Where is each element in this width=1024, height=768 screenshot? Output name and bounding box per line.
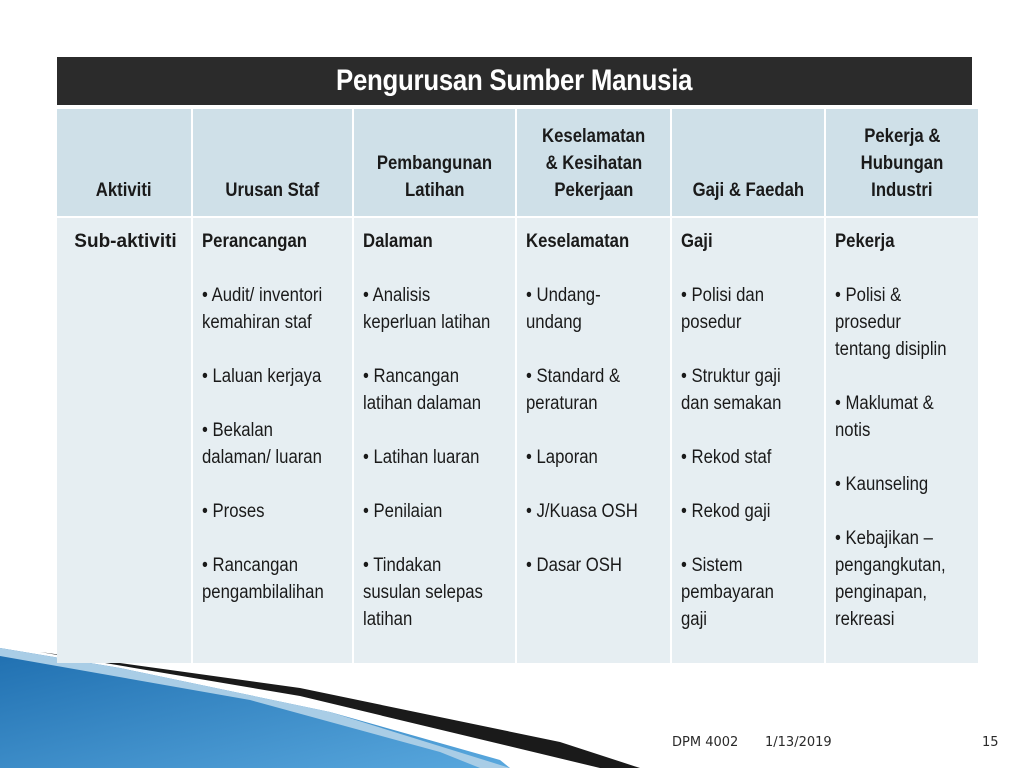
list-item-line: latihan (363, 609, 413, 630)
list-item-line: • Rekod staf (681, 447, 772, 468)
header-cell (57, 109, 191, 216)
list-item-line: • Kebajikan – (835, 528, 933, 549)
list-item (363, 552, 528, 633)
header-cell (354, 109, 515, 216)
list-item-line: • Audit/ inventori (202, 285, 323, 306)
list-item-line: pengambilalihan (202, 582, 324, 603)
list-item-line: • Dasar OSH (526, 555, 622, 576)
header-line: & Kesihatan (545, 153, 642, 174)
list-item-line: dalaman/ luaran (202, 447, 322, 468)
header-cell (193, 109, 352, 216)
header-line: Hubungan (860, 153, 944, 174)
list-item (526, 363, 682, 417)
header-cell (826, 109, 978, 216)
list-item-line: • Rancangan (202, 555, 299, 576)
list-item-line: kemahiran staf (202, 312, 312, 333)
list-item (363, 498, 528, 525)
list-item (526, 498, 682, 525)
list-item-line: posedur (681, 312, 742, 333)
row-label-cell (57, 218, 191, 663)
list-item-line: • Kaunseling (835, 474, 929, 495)
list-item (835, 282, 990, 363)
header-line: Aktiviti (96, 180, 152, 201)
list-item-line: pengangkutan, (835, 555, 946, 576)
list-item-line: • Struktur gaji (681, 366, 781, 387)
list-item-line: • Proses (202, 501, 265, 522)
sub-activity-heading-text: Keselamatan (526, 231, 630, 252)
list-item-line: • Laporan (526, 447, 598, 468)
list-item-line: • Standard & (526, 366, 621, 387)
footer-course: DPM 4002 (672, 735, 739, 750)
sub-activity-cell (672, 218, 824, 663)
header-line: Latihan (404, 180, 465, 201)
hr-activity-table (55, 107, 980, 665)
list-item (202, 282, 365, 336)
sub-activity-heading (363, 228, 528, 255)
list-item (835, 390, 990, 444)
header-line: Pekerjaan (553, 180, 634, 201)
list-item (681, 363, 836, 417)
list-item-line: latihan dalaman (363, 393, 482, 414)
list-item (681, 498, 836, 525)
list-item-line: • Maklumat & (835, 393, 934, 414)
list-item-line: susulan selepas (363, 582, 483, 603)
list-item-line: notis (835, 420, 871, 441)
list-item (202, 363, 365, 390)
list-item-line: tentang disiplin (835, 339, 947, 360)
header-line: Keselamatan (541, 126, 646, 147)
header-line: Urusan Staf (225, 180, 320, 201)
sub-activity-heading-text: Gaji (681, 231, 713, 252)
list-item-line: • Analisis (363, 285, 431, 306)
list-item-line: rekreasi (835, 609, 895, 630)
list-item-line: • Rekod gaji (681, 501, 771, 522)
sub-activity-heading-text: Pekerja (835, 231, 895, 252)
list-item-line: • Latihan luaran (363, 447, 480, 468)
sub-activity-cell (517, 218, 670, 663)
footer-date: 1/13/2019 (765, 735, 832, 750)
sub-activity-heading-text: Perancangan (202, 231, 308, 252)
list-item (363, 282, 528, 336)
header-line: Pembangunan (376, 153, 493, 174)
list-item (835, 471, 990, 498)
list-item-line: • Polisi & (835, 285, 902, 306)
list-item (835, 525, 990, 633)
list-item-line: gaji (681, 609, 708, 630)
sub-activity-cell (354, 218, 515, 663)
list-item (526, 444, 682, 471)
list-item (202, 417, 365, 471)
list-item (202, 498, 365, 525)
sub-activity-cell (826, 218, 978, 663)
sub-activity-row (57, 218, 978, 663)
header-cell (517, 109, 670, 216)
sub-activity-heading (526, 228, 682, 255)
list-item-line: • Laluan kerjaya (202, 366, 322, 387)
list-item-line: dan semakan (681, 393, 782, 414)
sub-activity-heading (202, 228, 365, 255)
list-item-line: undang (526, 312, 582, 333)
list-item-line: • Bekalan (202, 420, 273, 441)
sub-activity-heading-text: Dalaman (363, 231, 433, 252)
list-item (681, 444, 836, 471)
sub-activity-heading (681, 228, 836, 255)
footer-page-number: 15 (982, 735, 999, 750)
list-item-line: keperluan latihan (363, 312, 491, 333)
list-item (363, 363, 528, 417)
list-item-line: • Polisi dan (681, 285, 765, 306)
list-item-line: • Tindakan (363, 555, 442, 576)
list-item-line: prosedur (835, 312, 901, 333)
list-item-line: • J/Kuasa OSH (526, 501, 638, 522)
slide-title: Pengurusan Sumber Manusia (57, 57, 972, 105)
header-row (57, 109, 978, 216)
list-item-line: peraturan (526, 393, 598, 414)
list-item-line: • Rancangan (363, 366, 460, 387)
list-item (363, 444, 528, 471)
list-item (526, 552, 682, 579)
list-item-line: penginapan, (835, 582, 928, 603)
list-item (681, 282, 836, 336)
list-item-line: • Penilaian (363, 501, 443, 522)
sub-activity-heading (835, 228, 990, 255)
list-item (526, 282, 682, 336)
list-item (681, 552, 836, 633)
header-line: Pekerja & (863, 126, 941, 147)
list-item (202, 552, 365, 606)
header-line: Gaji & Faedah (692, 180, 804, 201)
list-item-line: pembayaran (681, 582, 774, 603)
list-item-line: • Sistem (681, 555, 743, 576)
sub-activity-cell (193, 218, 352, 663)
list-item-line: • Undang- (526, 285, 601, 306)
row-label: Sub-aktiviti (74, 231, 177, 252)
header-line: Industri (871, 180, 933, 201)
header-cell (672, 109, 824, 216)
